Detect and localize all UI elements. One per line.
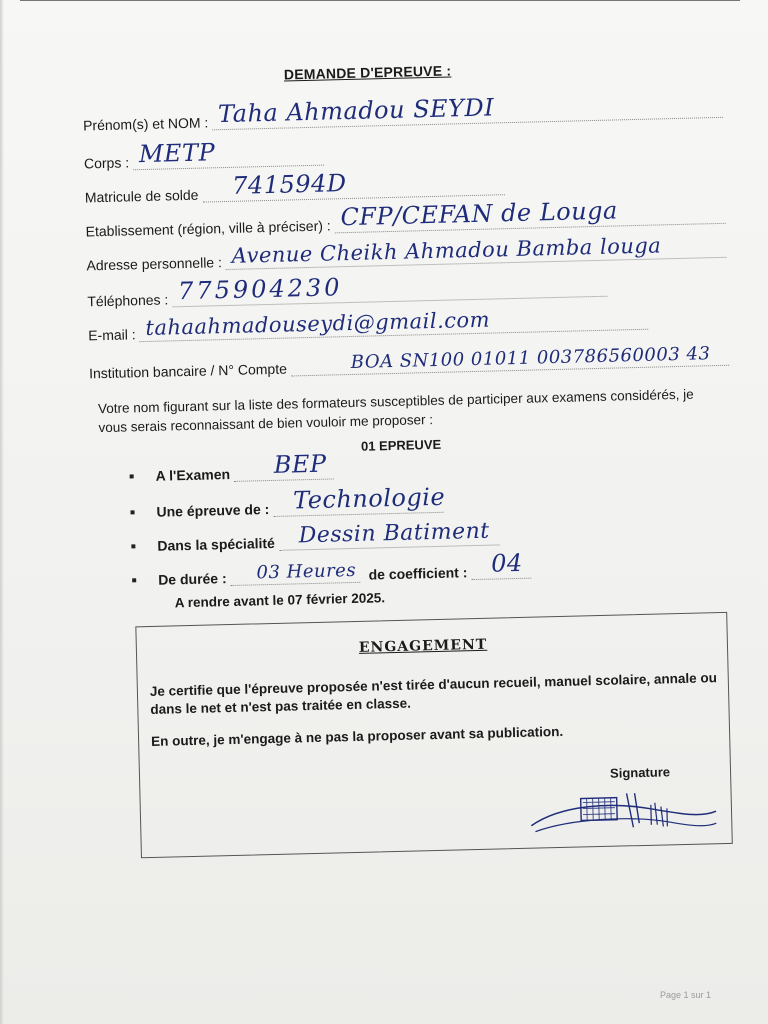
specialty-label: Dans la spécialité bbox=[157, 534, 276, 554]
field-email-label: E-mail : bbox=[88, 326, 136, 344]
signature-icon bbox=[520, 781, 721, 846]
field-email bbox=[88, 304, 648, 344]
engagement-title: ENGAGEMENT bbox=[358, 636, 488, 656]
field-email-value: tahaahmadouseydi@gmail.com bbox=[145, 307, 491, 341]
specialty-row bbox=[131, 515, 691, 555]
exam-value: BEP bbox=[273, 449, 327, 479]
field-telephones bbox=[87, 271, 607, 310]
field-matricule-line bbox=[202, 168, 505, 202]
bullet-icon bbox=[132, 578, 136, 582]
coef-value: 04 bbox=[490, 548, 524, 578]
field-name bbox=[83, 92, 723, 134]
subject-line bbox=[273, 482, 446, 517]
specialty-line bbox=[278, 518, 499, 550]
field-corps-value: METP bbox=[138, 138, 216, 169]
page-edge-shadow bbox=[0, 0, 4, 1024]
field-email-line bbox=[139, 303, 648, 342]
field-banque-value: BOA SN100 01011 003786560003 43 bbox=[350, 343, 711, 374]
subject-label: Une épreuve de : bbox=[156, 501, 270, 520]
engagement-certification: Je certifie que l'épreuve proposée n'est tirée d'aucun recueil, manuel scolaire, annale ou dans le net et n'est pas traitée en classe. bbox=[149, 670, 718, 718]
exam-row bbox=[129, 445, 689, 485]
field-banque bbox=[89, 340, 729, 382]
form-title: DEMANDE D'EPREUVE : bbox=[283, 62, 452, 83]
field-etablissement-value: CFP/CEFAN de Louga bbox=[340, 196, 619, 232]
duration-label: De durée : bbox=[157, 570, 227, 588]
field-name-value: Taha Ahmadou SEYDI bbox=[217, 93, 495, 129]
deadline-text: A rendre avant le 07 février 2025. bbox=[174, 590, 386, 611]
epreuve-count: 01 EPREUVE bbox=[360, 436, 442, 454]
intro-paragraph: Votre nom figurant sur la liste des formateurs susceptibles de participer aux examens considérés, je vous serais reconnaissant de bien vouloir me proposer : bbox=[97, 386, 694, 436]
coef-line bbox=[471, 548, 532, 580]
field-banque-line bbox=[290, 339, 729, 377]
field-telephones-label: Téléphones : bbox=[87, 291, 169, 310]
field-adresse-value: Avenue Cheikh Ahmadou Bamba louga bbox=[231, 233, 662, 268]
engagement-box bbox=[135, 612, 732, 858]
field-telephones-line bbox=[172, 270, 608, 308]
specialty-value: Dessin Batiment bbox=[298, 518, 490, 549]
field-corps-line bbox=[133, 139, 324, 171]
field-adresse-label: Adresse personnelle : bbox=[86, 254, 223, 274]
field-etablissement-label: Etablissement (région, ville à préciser) : bbox=[85, 217, 331, 240]
coef-label: de coefficient : bbox=[368, 564, 468, 583]
subject-row bbox=[130, 481, 690, 521]
duration-line bbox=[230, 556, 361, 586]
subject-value: Technologie bbox=[292, 482, 446, 515]
field-telephones-value: 775904230 bbox=[177, 273, 343, 306]
field-adresse bbox=[86, 232, 726, 274]
field-matricule-value: 741594D bbox=[231, 169, 347, 200]
field-matricule-label: Matricule de solde bbox=[84, 186, 199, 206]
engagement-commitment: En outre, je m'engage à ne pas la proposer avant sa publication. bbox=[150, 723, 564, 749]
page-footer: Page 1 sur 1 bbox=[660, 990, 712, 1000]
exam-line bbox=[234, 449, 335, 481]
bullet-icon bbox=[131, 544, 135, 548]
duration-value: 03 Heures bbox=[256, 559, 357, 584]
field-etablissement-line bbox=[334, 197, 725, 234]
exam-label: A l'Examen bbox=[155, 465, 231, 484]
document-content bbox=[60, 0, 768, 1024]
duration-row bbox=[132, 549, 692, 589]
field-corps bbox=[84, 140, 325, 172]
signature-label: Signature bbox=[609, 764, 671, 781]
field-adresse-line bbox=[225, 231, 726, 270]
field-name-line bbox=[212, 91, 723, 130]
bullet-icon bbox=[130, 510, 134, 514]
field-name-label: Prénom(s) et NOM : bbox=[82, 114, 209, 134]
field-corps-label: Corps : bbox=[83, 154, 130, 172]
field-banque-label: Institution bancaire / N° Compte bbox=[88, 360, 288, 382]
bullet-icon bbox=[130, 474, 134, 478]
